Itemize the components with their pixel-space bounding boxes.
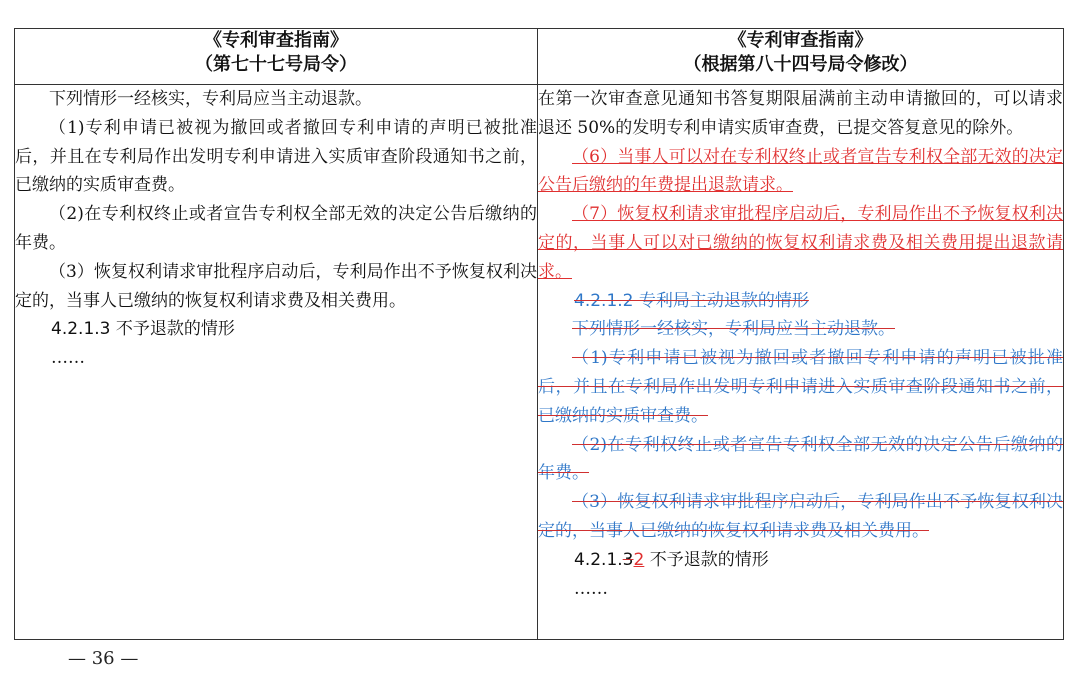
deleted-text: 下列情形一经核实，专利局应当主动退款。 <box>572 319 895 340</box>
right-title: 《专利审查指南》 <box>728 30 873 51</box>
comparison-table <box>14 28 1064 640</box>
right-ellipsis: …… <box>574 578 608 599</box>
inserted-text: （7）恢复权利请求审批程序启动后，专利局作出不予恢复权利决定的，当事人可以对已缴纳的恢复权利请求费及相关费用提出退款请求。 <box>538 204 1063 282</box>
inserted-text: （6）当事人可以对在专利权终止或者宣告专利权全部无效的决定公告后缴纳的年费提出退款请求。 <box>538 146 1063 196</box>
section-new-number: 2 <box>633 549 645 570</box>
left-section-heading: 4.2.1.3 不予退款的情形 <box>51 319 235 340</box>
left-subtitle: （第七十七号局令） <box>195 54 357 75</box>
deleted-text: （1)专利申请已被视为撤回或者撤回专利申请的声明已被批准后，并且在专利局作出发明专利申请进入实质审查阶段通知书之前，已缴纳的实质审查费。 <box>538 348 1063 426</box>
right-subtitle: （根据第八十四号局令修改） <box>683 54 918 75</box>
left-title: 《专利审查指南》 <box>204 30 348 51</box>
deleted-text: （3）恢复权利请求审批程序启动后，专利局作出不予恢复权利决定的，当事人已缴纳的恢复权利请求费及相关费用。 <box>538 492 1063 541</box>
deleted-heading: 4.2.1.2 专利局主动退款的情形 <box>574 290 809 311</box>
section-title: 不予退款的情形 <box>644 549 769 570</box>
right-header <box>538 29 1064 85</box>
section-prefix: 4.2.1. <box>574 549 623 570</box>
left-column <box>15 85 538 640</box>
section-old-number: 3 <box>622 549 634 570</box>
left-paragraph: （1)专利申请已被视为撤回或者撤回专利申请的声明已被批准后，并且在专利局作出发明专利申请进入实质审查阶段通知书之前，已缴纳的实质审查费。 <box>15 117 537 196</box>
left-header <box>15 29 538 85</box>
right-column <box>538 85 1064 640</box>
page-number: — 36 — <box>68 648 139 669</box>
left-paragraph: （2)在专利权终止或者宣告专利权全部无效的决定公告后缴纳的年费。 <box>15 204 537 253</box>
right-section-heading <box>538 546 1063 575</box>
deleted-text: （2)在专利权终止或者宣告专利权全部无效的决定公告后缴纳的年费。 <box>538 434 1063 484</box>
right-paragraph: 在第一次审查意见通知书答复期限届满前主动申请撤回的，可以请求退还 50%的发明专利申请实质审查费，已提交答复意见的除外。 <box>538 89 1063 138</box>
left-ellipsis: …… <box>51 348 85 369</box>
left-paragraph: 下列情形一经核实，专利局应当主动退款。 <box>49 89 372 109</box>
left-paragraph: （3）恢复权利请求审批程序启动后，专利局作出不予恢复权利决定的，当事人已缴纳的恢复权利请求费及相关费用。 <box>15 261 537 311</box>
